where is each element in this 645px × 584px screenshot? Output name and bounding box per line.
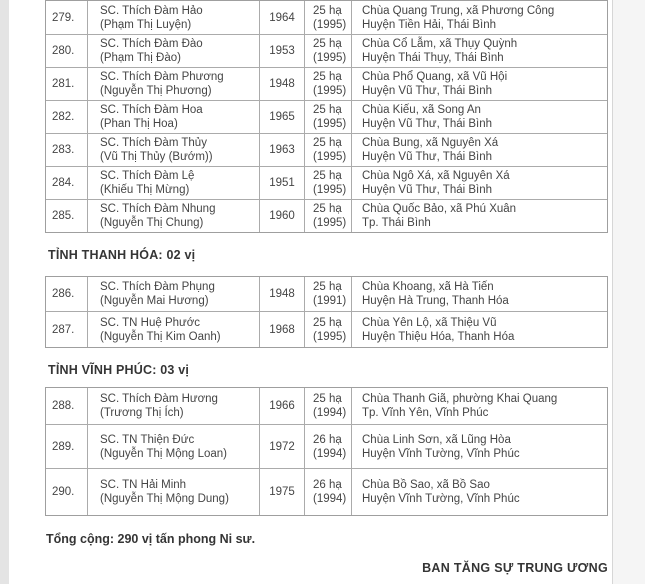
row-number: 288. [52, 400, 75, 412]
birth-year: 1948 [259, 277, 304, 311]
ha-year: (1995) [313, 217, 347, 229]
row-number: 280. [52, 45, 75, 57]
secular-name: (Nguyễn Thị Phương) [100, 85, 212, 97]
secular-name: (Khiếu Thị Mừng) [100, 184, 190, 196]
birth-year: 1964 [259, 1, 304, 34]
secular-name: (Nguyễn Thị Chung) [100, 217, 204, 229]
temple-address-cell [351, 101, 607, 133]
ha-cell [304, 35, 351, 67]
birth-year: 1948 [259, 68, 304, 100]
locality-line: Tp. Vĩnh Yên, Vĩnh Phúc [362, 407, 489, 419]
ha-count: 25 hạ [313, 104, 342, 116]
ha-cell [304, 200, 351, 232]
dharma-name: SC. TN Hải Minh [100, 479, 187, 491]
ha-cell [304, 388, 351, 424]
temple-line: Chùa Quang Trung, xã Phương Công [362, 4, 555, 17]
ha-count: 25 hạ [313, 71, 342, 83]
thanh-hoa-table [45, 276, 608, 348]
ha-year: (1991) [313, 295, 347, 307]
secular-name: (Nguyễn Thị Kim Oanh) [100, 330, 221, 343]
thai-binh-table [45, 0, 608, 233]
birth-year: 1951 [259, 167, 304, 199]
page-content [45, 0, 608, 575]
temple-line: Chùa Thanh Giã, phường Khai Quang [362, 393, 558, 405]
locality-line: Huyện Tiền Hải, Thái Bình [362, 18, 497, 31]
row-number: 282. [52, 111, 75, 123]
row-number: 279. [52, 11, 75, 24]
table-row [46, 424, 607, 468]
ha-count: 25 hạ [313, 203, 342, 215]
locality-line: Huyện Vĩnh Tường, Vĩnh Phúc [362, 493, 520, 505]
row-number: 290. [52, 486, 75, 498]
ha-count: 25 hạ [313, 38, 342, 50]
dharma-name: SC. Thích Đàm Hảo [100, 4, 203, 17]
table-row [46, 277, 607, 311]
birth-year: 1975 [259, 469, 304, 515]
temple-line: Chùa Khoang, xã Hà Tiến [362, 281, 494, 293]
secular-name: (Phạm Thị Đào) [100, 52, 181, 64]
nun-name-cell [87, 134, 259, 166]
ha-year: (1995) [313, 118, 347, 130]
nun-name-cell [87, 469, 259, 515]
ha-year: (1995) [313, 184, 347, 196]
birth-year: 1963 [259, 134, 304, 166]
row-number: 285. [52, 210, 75, 222]
ha-count: 25 hạ [313, 170, 342, 182]
locality-line: Huyện Vũ Thư, Thái Bình [362, 118, 493, 130]
dharma-name: SC. Thích Đàm Hương [100, 393, 218, 405]
row-number: 283. [52, 144, 75, 156]
secular-name: (Nguyễn Thị Mộng Loan) [100, 447, 227, 460]
table-row [46, 1, 607, 34]
ha-count: 26 hạ [313, 433, 342, 446]
temple-address-cell [351, 200, 607, 232]
dharma-name: SC. Thích Đàm Thủy [100, 137, 207, 149]
locality-line: Huyện Vũ Thư, Thái Bình [362, 151, 493, 163]
ha-count: 26 hạ [313, 479, 342, 491]
table-row [46, 100, 607, 133]
ha-year: (1994) [313, 407, 347, 419]
ha-cell [304, 167, 351, 199]
ha-cell [304, 134, 351, 166]
birth-year: 1966 [259, 388, 304, 424]
ha-year: (1994) [313, 493, 347, 505]
total-line: Tổng cộng: 290 vị tấn phong Ni sư. [46, 532, 256, 546]
table-row [46, 311, 607, 347]
birth-year: 1972 [259, 425, 304, 468]
temple-line: Chùa Ngô Xá, xã Nguyên Xá [362, 170, 510, 182]
vinh-phuc-table [45, 387, 608, 516]
table-row [46, 388, 607, 424]
ha-count: 25 hạ [313, 137, 342, 149]
table-row [46, 133, 607, 166]
left-margin-strip [0, 0, 9, 584]
ha-count: 25 hạ [313, 4, 342, 17]
dharma-name: SC. Thích Đàm Phương [100, 71, 224, 83]
ha-count: 25 hạ [313, 316, 342, 329]
row-number: 281. [52, 78, 75, 90]
nun-name-cell [87, 200, 259, 232]
temple-line: Chùa Quốc Bảo, xã Phú Xuân [362, 203, 517, 215]
ha-count: 25 hạ [313, 393, 342, 405]
row-number: 287. [52, 323, 75, 336]
ha-count: 25 hạ [313, 281, 342, 293]
nun-name-cell [87, 35, 259, 67]
nun-name-cell [87, 101, 259, 133]
birth-year: 1968 [259, 312, 304, 347]
table-row [46, 166, 607, 199]
dharma-name: SC. Thích Đàm Đào [100, 38, 203, 50]
ha-year: (1994) [313, 447, 347, 460]
row-number: 284. [52, 177, 75, 189]
birth-year: 1953 [259, 35, 304, 67]
temple-address-cell [351, 277, 607, 311]
secular-name: (Trương Thị Ích) [100, 407, 184, 419]
ha-year: (1995) [313, 151, 347, 163]
secular-name: (Nguyễn Thị Mộng Dung) [100, 493, 229, 505]
secular-name: (Vũ Thị Thủy (Bướm)) [100, 151, 213, 163]
row-number: 289. [52, 440, 75, 453]
secular-name: (Phan Thị Hoa) [100, 118, 178, 130]
nun-name-cell [87, 1, 259, 34]
secular-name: (Phạm Thị Luyện) [100, 18, 192, 31]
dharma-name: SC. TN Huệ Phước [100, 316, 201, 329]
ha-year: (1995) [313, 52, 347, 64]
dharma-name: SC. Thích Đàm Phụng [100, 281, 215, 293]
ha-cell [304, 1, 351, 34]
ha-year: (1995) [313, 85, 347, 97]
nun-name-cell [87, 312, 259, 347]
temple-line: Chùa Bồ Sao, xã Bồ Sao [362, 479, 490, 491]
row-number: 286. [52, 288, 75, 300]
ha-cell [304, 101, 351, 133]
ha-cell [304, 277, 351, 311]
table-row [46, 67, 607, 100]
temple-address-cell [351, 68, 607, 100]
signature-line: BAN TĂNG SỰ TRUNG ƯƠNG [422, 561, 608, 575]
dharma-name: SC. Thích Đàm Lệ [100, 170, 195, 182]
temple-address-cell [351, 388, 607, 424]
temple-address-cell [351, 469, 607, 515]
ha-cell [304, 312, 351, 347]
ha-cell [304, 68, 351, 100]
locality-line: Huyện Hà Trung, Thanh Hóa [362, 295, 509, 307]
locality-line: Huyện Thiệu Hóa, Thanh Hóa [362, 330, 515, 343]
locality-line: Huyện Vĩnh Tường, Vĩnh Phúc [362, 447, 520, 460]
temple-address-cell [351, 425, 607, 468]
nun-name-cell [87, 68, 259, 100]
temple-address-cell [351, 134, 607, 166]
ha-year: (1995) [313, 330, 347, 343]
temple-address-cell [351, 35, 607, 67]
nun-name-cell [87, 277, 259, 311]
dharma-name: SC. Thích Đàm Hoa [100, 104, 203, 116]
ha-cell [304, 469, 351, 515]
locality-line: Huyện Vũ Thư, Thái Bình [362, 184, 493, 196]
birth-year: 1965 [259, 101, 304, 133]
secular-name: (Nguyễn Mai Hương) [100, 295, 209, 307]
temple-line: Chùa Phổ Quang, xã Vũ Hội [362, 71, 508, 83]
document-page [9, 0, 613, 584]
locality-line: Huyện Thái Thụy, Thái Bình [362, 52, 504, 64]
birth-year: 1960 [259, 200, 304, 232]
temple-line: Chùa Kiếu, xã Song An [362, 104, 481, 116]
ha-year: (1995) [313, 18, 347, 31]
locality-line: Huyện Vũ Thư, Thái Bình [362, 85, 493, 97]
temple-line: Chùa Cổ Lẫm, xã Thụy Quỳnh [362, 38, 518, 50]
temple-address-cell [351, 312, 607, 347]
dharma-name: SC. Thích Đàm Nhung [100, 203, 216, 215]
temple-address-cell [351, 167, 607, 199]
table-row [46, 199, 607, 232]
nun-name-cell [87, 388, 259, 424]
nun-name-cell [87, 425, 259, 468]
locality-line: Tp. Thái Bình [362, 217, 431, 229]
dharma-name: SC. TN Thiện Đức [100, 433, 195, 446]
temple-address-cell [351, 1, 607, 34]
temple-line: Chùa Linh Sơn, xã Lũng Hòa [362, 433, 511, 446]
section-header-vinh-phuc: TỈNH VĨNH PHÚC: 03 vị [48, 363, 190, 377]
ha-cell [304, 425, 351, 468]
temple-line: Chùa Bung, xã Nguyên Xá [362, 137, 499, 149]
table-row [46, 468, 607, 515]
table-row [46, 34, 607, 67]
temple-line: Chùa Yên Lộ, xã Thiệu Vũ [362, 316, 497, 329]
section-header-thanh-hoa: TỈNH THANH HÓA: 02 vị [48, 248, 196, 262]
nun-name-cell [87, 167, 259, 199]
